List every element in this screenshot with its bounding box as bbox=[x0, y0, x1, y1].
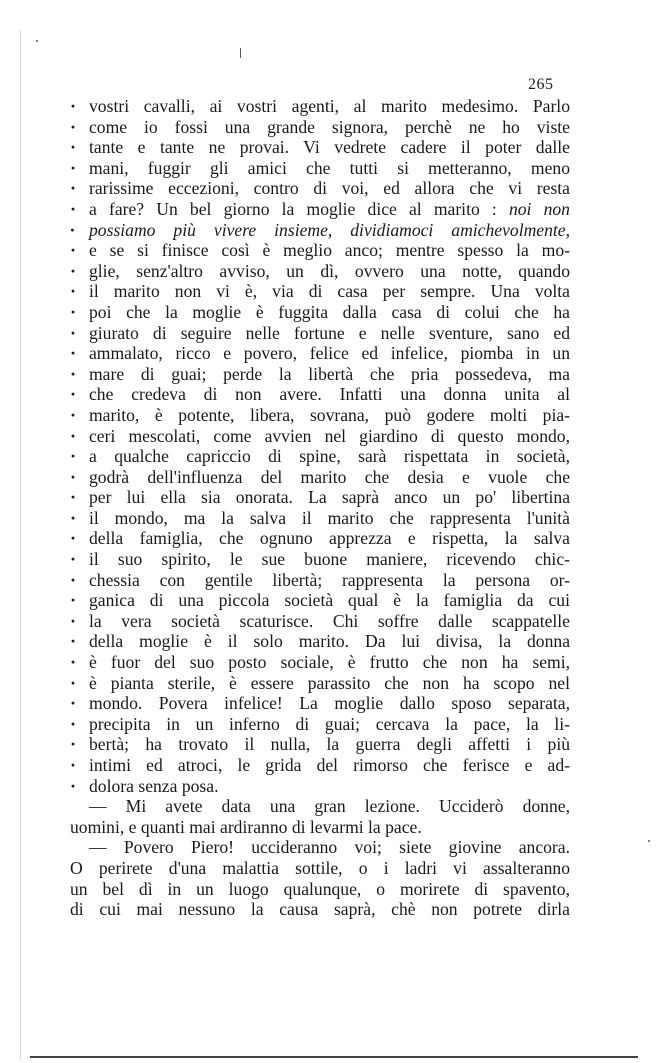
page-edge-shadow bbox=[20, 30, 21, 1060]
text-line: · il suo spirito, le sue buone maniere, ricevendo chic- bbox=[70, 549, 570, 570]
text-line: · come io fossi una grande signora, perchè ne ho viste bbox=[70, 117, 570, 138]
text-line: · mare di guai; perde la libertà che pria possedeva, ma bbox=[70, 364, 570, 385]
text-line: · della moglie è il solo marito. Da lui divisa, la donna bbox=[70, 631, 570, 652]
text-line: · a fare? Un bel giorno la moglie dice al marito : noi non bbox=[70, 199, 570, 220]
text-line: · vostri cavalli, ai vostri agenti, al marito medesimo. Parlo bbox=[70, 96, 570, 117]
text-line: di cui mai nessuno la causa saprà, chè non potrete dirla bbox=[70, 899, 570, 920]
text-line: · il marito non vi è, via di casa per sempre. Una volta bbox=[70, 281, 570, 302]
text-line: · rarissime eccezioni, contro di voi, ed allora che vi resta bbox=[70, 178, 570, 199]
text-line: O perirete d'una malattia sottile, o i ladri vi assalteranno bbox=[70, 857, 570, 878]
text-line: · a qualche capriccio di spine, sarà rispettata in società, bbox=[70, 446, 570, 467]
bottom-edge-line bbox=[30, 1056, 638, 1058]
paper-speck bbox=[240, 48, 241, 58]
text-line: · dolora senza posa. bbox=[70, 776, 570, 797]
text-line: · poi che la moglie è fuggita dalla casa di colui che ha bbox=[70, 302, 570, 323]
text-line: · marito, è potente, libera, sovrana, può godere molti pia- bbox=[70, 405, 570, 426]
text-line: — Mi avete data una gran lezione. Ucciderò donne, bbox=[89, 796, 570, 817]
text-line: un bel dì in un luogo qualunque, o morirete di spavento, bbox=[70, 878, 570, 899]
page-number: 265 bbox=[528, 76, 554, 93]
text-line: · e se si finisce così è meglio anco; mentre spesso la mo- bbox=[70, 240, 570, 261]
body-text bbox=[70, 96, 570, 920]
text-line: · possiamo più vivere insieme, dividiamoci amichevolmente, bbox=[70, 220, 570, 241]
text-line: · godrà dell'influenza del marito che desia e vuole che bbox=[70, 467, 570, 488]
text-line: · che credeva di non avere. Infatti una donna unita al bbox=[70, 384, 570, 405]
text-line: · chessia con gentile libertà; rappresenta la persona or- bbox=[70, 570, 570, 591]
text-line: · bertà; ha trovato il nulla, la guerra degli affetti i più bbox=[70, 734, 570, 755]
text-line: · giurato di seguire nelle fortune e nelle sventure, sano ed bbox=[70, 323, 570, 344]
text-line: — Povero Piero! uccideranno voi; siete giovine ancora. bbox=[89, 837, 570, 858]
text-line: · precipita in un inferno di guai; cercava la pace, la li- bbox=[70, 714, 570, 735]
text-line: · la vera società scaturisce. Chi soffre dalle scappatelle bbox=[70, 611, 570, 632]
text-line: · della famiglia, che ognuno apprezza e rispetta, la salva bbox=[70, 528, 570, 549]
paper-speck bbox=[648, 840, 650, 842]
text-line: · per lui ella sia onorata. La saprà anco un po' libertina bbox=[70, 487, 570, 508]
text-line: · tante e tante ne provai. Vi vedrete cadere il poter dalle bbox=[70, 137, 570, 158]
text-line: · glie, senz'altro avviso, un dì, ovvero una notte, quando bbox=[70, 261, 570, 282]
text-line: · è pianta sterile, è essere parassito che non ha scopo nel bbox=[70, 673, 570, 694]
paper-speck bbox=[36, 40, 38, 42]
text-line: uomini, e quanti mai ardiranno di levarmi la pace. bbox=[70, 816, 422, 837]
text-line: · intimi ed atroci, le grida del rimorso che ferisce e ad- bbox=[70, 755, 570, 776]
text-line: · ammalato, ricco e povero, felice ed infelice, piomba in un bbox=[70, 343, 570, 364]
text-line: · ganica di una piccola società qual è la famiglia da cui bbox=[70, 590, 570, 611]
text-line: · il mondo, ma la salva il marito che rappresenta l'unità bbox=[70, 508, 570, 529]
italic-phrase: noi non bbox=[508, 198, 570, 219]
text-line: · mondo. Povera infelice! La moglie dallo sposo separata, bbox=[70, 693, 570, 714]
text-line: · è fuor del suo posto sociale, è frutto che non ha semi, bbox=[70, 652, 570, 673]
text-line: · ceri mescolati, come avvien nel giardino di questo mondo, bbox=[70, 426, 570, 447]
text-line: · mani, fuggir gli amici che tutti si metteranno, meno bbox=[70, 158, 570, 179]
